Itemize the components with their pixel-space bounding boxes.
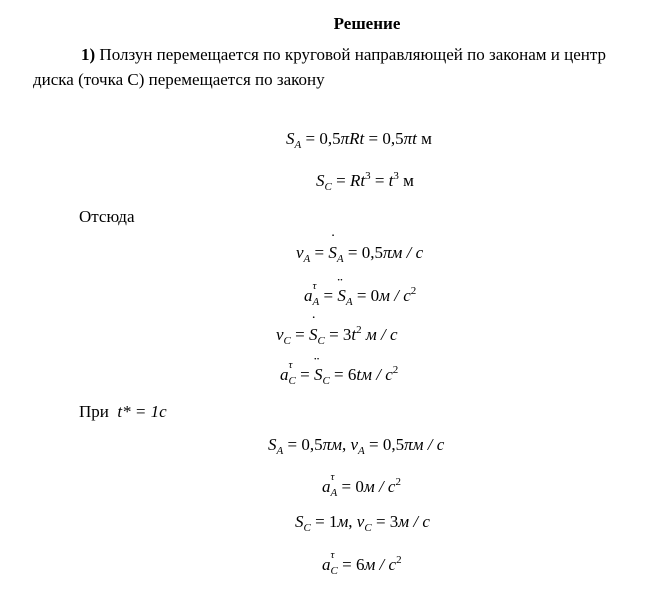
intro-line-2: диска (точка С) перемещается по закону [33,70,325,89]
intro-text-1: Ползун перемещается по круговой направляющей по законам и центр [95,45,607,64]
value-sa-va: $S_A = 0,5\pi м$, $v_A = 0,5\pi м / с$ [268,435,445,457]
at-label: При [79,402,109,421]
value-a-tau-a: a τ $_A = 0м / с^2$ [322,471,401,499]
item-number: 1) [81,45,96,64]
hence-label: Отсюда [79,207,135,226]
equation-va: $v_A = S$ $˙_A = 0,5\pi м / с$ [296,243,423,265]
equation-vc: $v_C = S$ $˙_C = 3t^2$ м / с [276,324,398,347]
equation-a-tau-c: a τ $_C$ = S $¨_C = 6tм / с^2$ [280,364,398,387]
equation-a-tau-a: a τ $_A$ = S $¨_A = 0м / с^2$ [304,285,416,308]
at-time-value: t* = 1с [117,402,167,421]
intro-line-1 [81,45,606,65]
at-time-line [79,402,167,422]
value-a-tau-c: a τ $_C = 6м / с^2$ [322,549,402,577]
value-sc-vc: $S_C = 1м$, $v_C = 3м / с$ [295,512,430,534]
equation-sa-law: $S_A = 0,5\pi Rt = 0,5\pi t$ м [286,129,432,151]
solution-title: Решение [333,14,401,33]
equation-sc-law: $S_C = Rt^3 = t^3$ м [316,170,414,193]
